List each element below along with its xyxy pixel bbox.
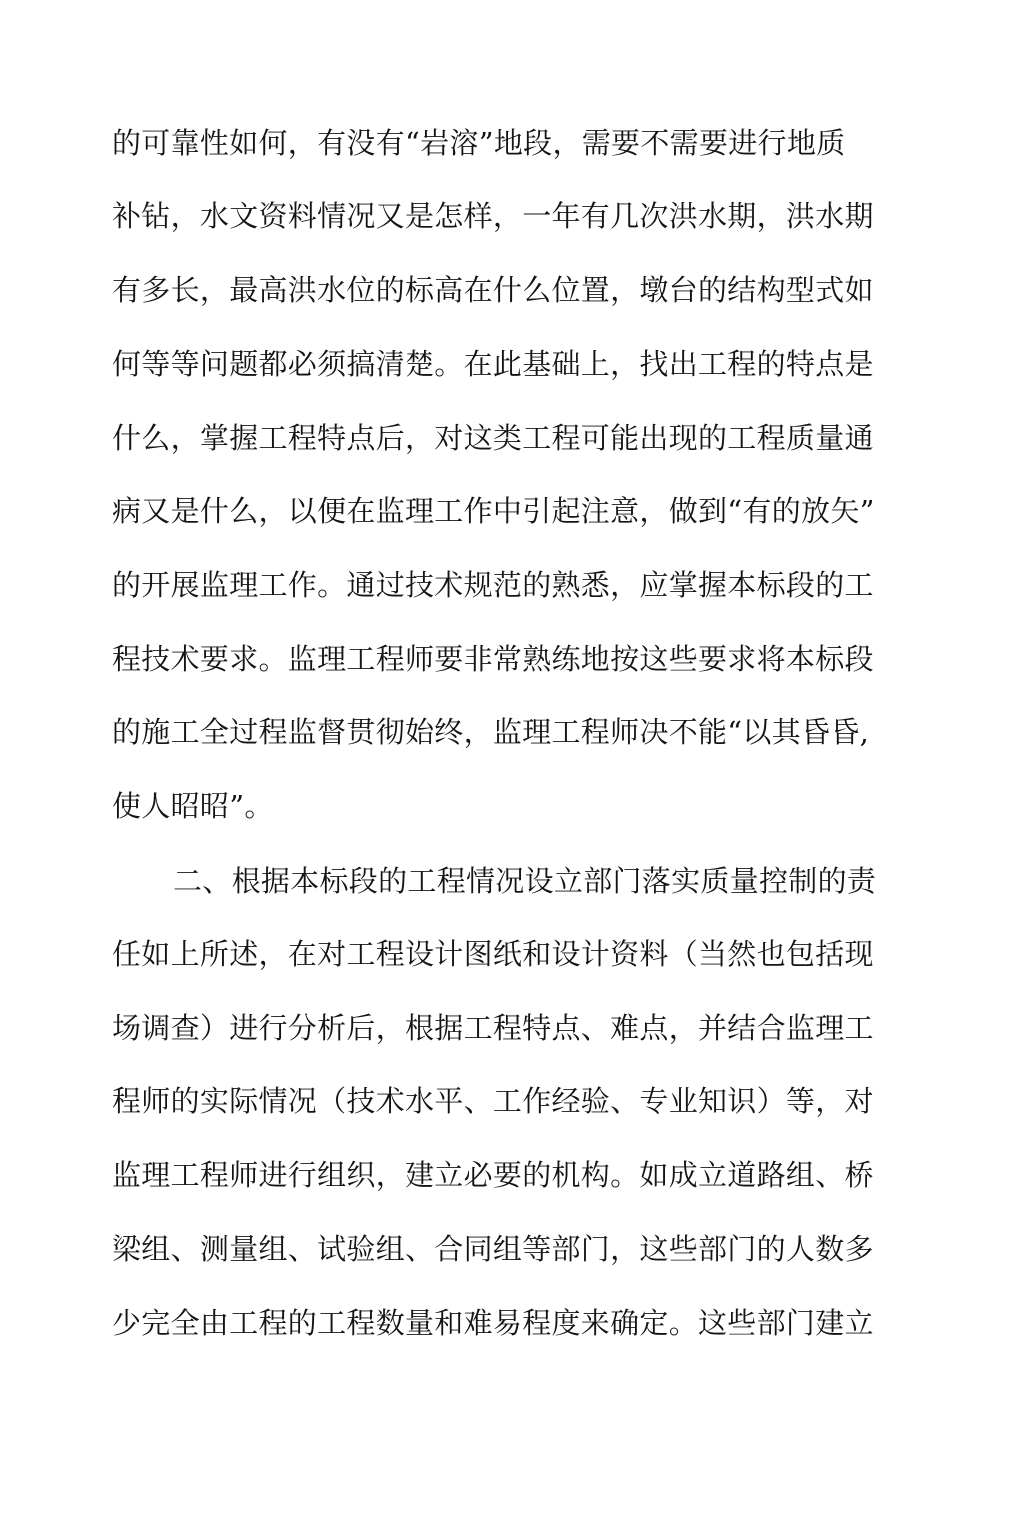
text-line: 任如上所述，在对工程设计图纸和设计资料（当然也包括现 [112,937,874,971]
text-line: 程技术要求。监理工程师要非常熟练地按这些要求将本标段 [112,642,874,676]
text-line: 程师的实际情况（技术水平、工作经验、专业知识）等，对 [112,1084,874,1118]
text-line: 使人昭昭”。 [112,789,274,823]
text-line: 有多长，最高洪水位的标高在什么位置，墩台的结构型式如 [112,273,874,307]
section-heading-line: 二、根据本标段的工程情况设立部门落实质量控制的责 [173,864,877,898]
text-line: 病又是什么，以便在监理工作中引起注意，做到“有的放矢” [112,494,875,528]
text-line: 的施工全过程监督贯彻始终，监理工程师决不能“以其昏昏, [112,715,870,749]
text-line: 的开展监理工作。通过技术规范的熟悉，应掌握本标段的工 [112,568,874,602]
text-line: 什么，掌握工程特点后，对这类工程可能出现的工程质量通 [112,421,874,455]
text-line: 的可靠性如何，有没有“岩溶”地段，需要不需要进行地质 [112,126,846,160]
text-line: 梁组、测量组、试验组、合同组等部门，这些部门的人数多 [112,1232,874,1266]
text-line: 少完全由工程的工程数量和难易程度来确定。这些部门建立 [112,1306,874,1340]
text-line: 何等等问题都必须搞清楚。在此基础上，找出工程的特点是 [112,347,874,381]
text-line: 监理工程师进行组织，建立必要的机构。如成立道路组、桥 [112,1158,874,1192]
text-line: 场调查）进行分析后，根据工程特点、难点，并结合监理工 [112,1011,874,1045]
text-line: 补钻，水文资料情况又是怎样，一年有几次洪水期，洪水期 [112,199,874,233]
